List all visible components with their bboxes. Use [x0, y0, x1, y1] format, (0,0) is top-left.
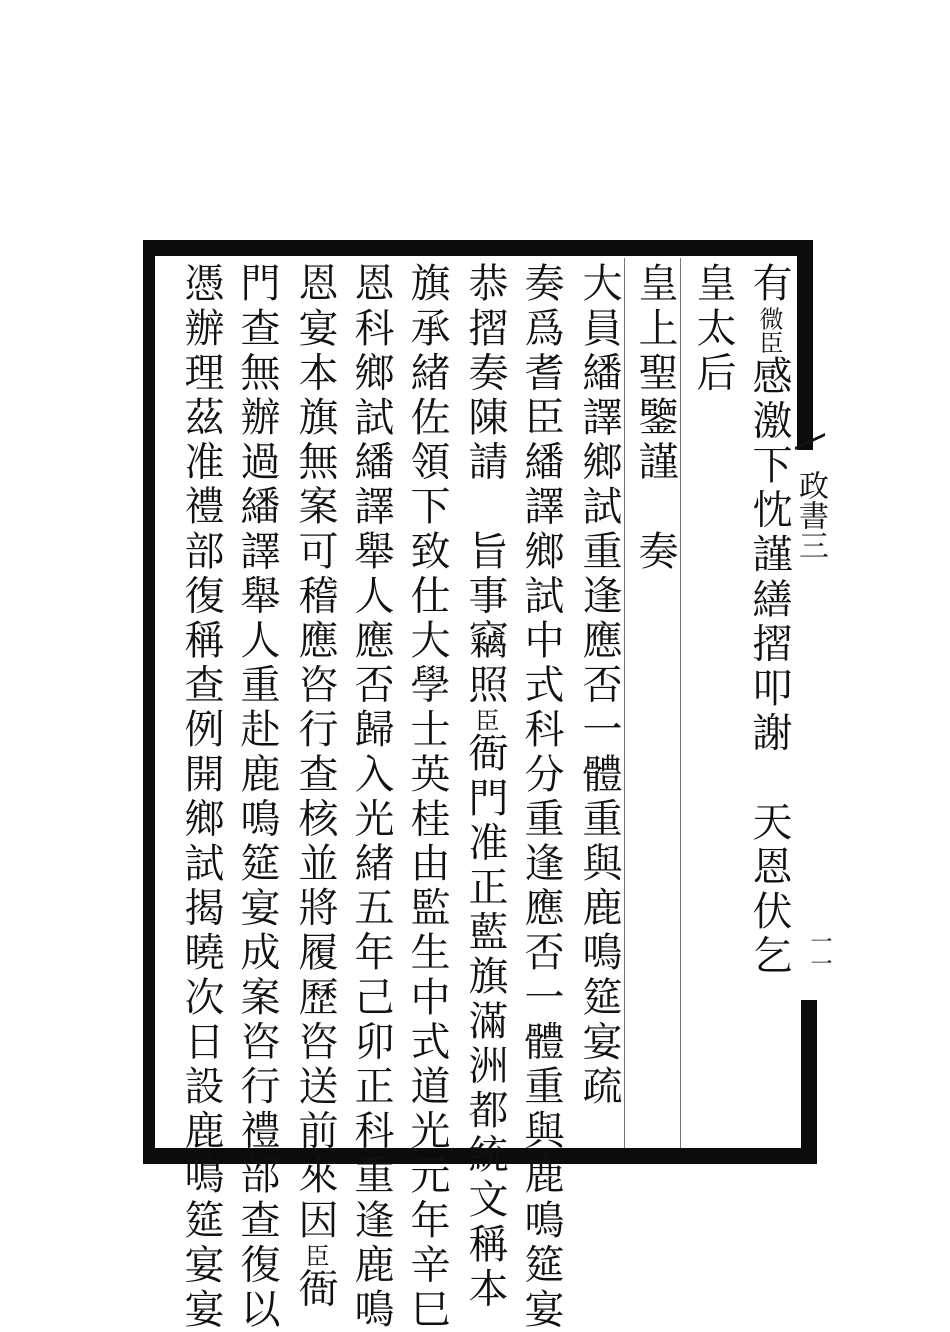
text-run: 有: [746, 262, 792, 307]
text-column-3: [630, 262, 680, 574]
small-character: 臣: [471, 708, 499, 732]
text-run: 大員繙譯鄉試重逢應否一體重與鹿鳴筵宴疏: [576, 262, 622, 1110]
text-column-11: [176, 262, 226, 1332]
text-run: 門查無辦過繙譯舉人重赴鹿鳴筵宴成案咨行禮部查復以: [234, 262, 280, 1332]
text-column-4: [574, 262, 624, 1109]
frame-left-border: [143, 240, 155, 1164]
text-run: 旗承緒佐領下致仕大學士英桂由監生中式道光元年辛巳: [404, 262, 450, 1332]
text-run: 天恩伏乞: [746, 800, 792, 980]
text-run: 衙門准正藍旗滿洲都統文稱本: [462, 732, 508, 1312]
text-run: 恩科鄉試繙譯舉人應否歸入光緒五年己卯正科重逢鹿鳴: [348, 262, 394, 1332]
frame-right-border-upper: [797, 240, 813, 450]
small-character: 臣: [755, 330, 783, 355]
text-run: 皇太后: [690, 262, 736, 396]
text-column-10: [232, 262, 282, 1332]
text-run: 恩宴本旗無案可稽應咨行查核並將履歷咨送前來因: [292, 262, 338, 1244]
text-column-9: [290, 262, 340, 1312]
column-rule: [680, 258, 681, 1148]
text-column-1: [744, 262, 794, 979]
small-character: 微: [755, 306, 783, 331]
margin-title: 政書三: [793, 470, 828, 560]
small-character: 臣: [301, 1243, 329, 1268]
text-column-8: [346, 262, 396, 1332]
text-column-7: [402, 262, 452, 1332]
column-rule: [624, 258, 625, 1148]
frame-right-border-lower: [801, 1000, 817, 1164]
text-column-5: [516, 262, 566, 1332]
frame-top-border: [143, 240, 811, 256]
text-run: [746, 756, 792, 801]
text-run: 恭摺奏陳請 旨事竊照: [462, 262, 508, 708]
text-column-6: [460, 262, 510, 1312]
text-run: 奏爲耆臣繙譯鄉試中式科分重逢應否一體重與鹿鳴筵宴: [518, 262, 564, 1332]
margin-folio: 一一: [807, 930, 832, 974]
text-column-2: [688, 262, 738, 396]
text-run: 皇上聖鑒謹 奏: [632, 262, 678, 575]
text-run: 衙: [292, 1267, 338, 1312]
text-run: 憑辦理茲准禮部復稱查例開鄉試揭曉次日設鹿鳴筵宴宴: [178, 262, 224, 1332]
text-run: 感激下忱謹繕摺叩謝: [746, 354, 792, 757]
